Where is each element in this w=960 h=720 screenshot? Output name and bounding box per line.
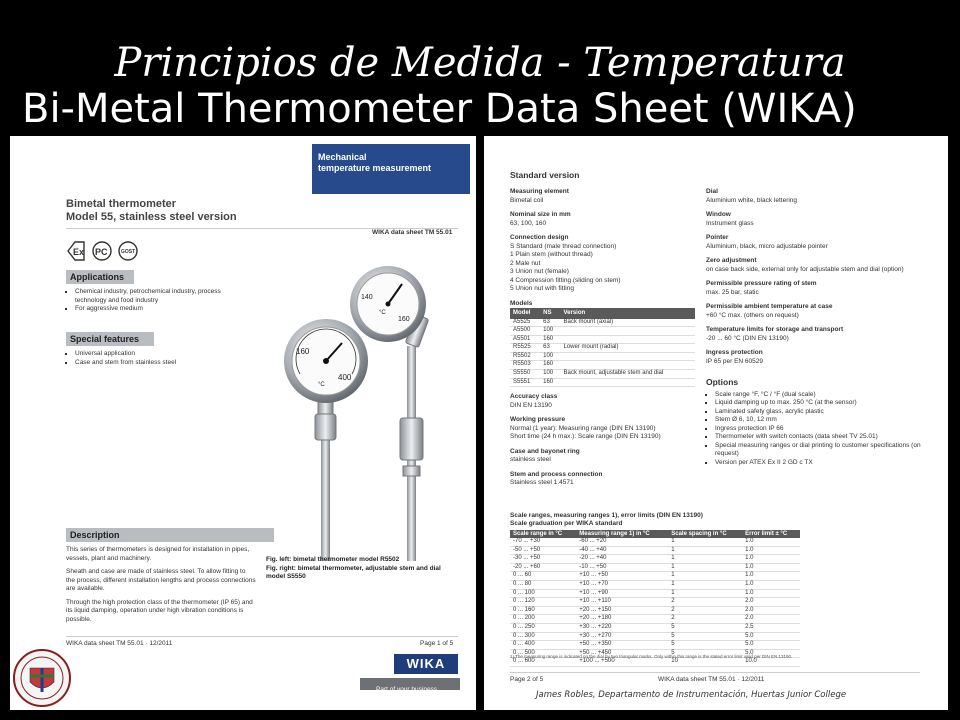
scale-cell: 0 ... 120 — [510, 598, 576, 607]
spec-value: Aluminium, black, micro adjustable pointer — [706, 242, 828, 250]
spec-value: max. 25 bar, static — [706, 288, 759, 296]
scale-cell: -20 ... +40 — [576, 555, 668, 564]
scale-row — [510, 606, 800, 615]
right-thermometer-icon — [350, 266, 429, 561]
models-cell: 100 — [540, 370, 560, 379]
spec-block — [510, 188, 700, 205]
models-cell: R5525 — [510, 344, 540, 353]
spec-value: -20 ... 60 °C (DIN EN 13190) — [706, 334, 789, 342]
certification-marks — [66, 240, 156, 262]
scale-cell: 1.0 — [742, 538, 800, 546]
option-item: ▪ Laminated safety glass, acrylic plastic — [715, 408, 921, 417]
spec-block — [706, 211, 921, 228]
slide-subtitle: Principios de Medida - Temperatura — [114, 40, 846, 86]
product-subtitle: Model 55, stainless steel version — [66, 211, 237, 223]
scale-cell: 0 ... 160 — [510, 606, 576, 615]
scale-cell: 1 — [668, 555, 742, 564]
spec-block — [706, 303, 921, 320]
models-row — [510, 352, 695, 361]
scale-heading: Scale ranges, measuring ranges 1), error limits (DIN EN 13190) — [510, 512, 703, 519]
spec-label: Accuracy class — [510, 393, 558, 401]
scale-cell: 5.0 — [742, 632, 800, 641]
college-logo-icon — [12, 648, 72, 708]
wika-logo: WIKA — [394, 654, 458, 674]
left-thermometer-icon — [284, 319, 368, 561]
spec-label: Nominal size in mm — [510, 211, 571, 218]
spec-value: on case back side, external only for adjustable stem and dial (option) — [706, 265, 904, 273]
scale-cell: +30 ... +270 — [576, 632, 668, 641]
scale-cell: -60 ... +20 — [576, 538, 668, 546]
left-gauge-unit: °C — [318, 382, 325, 388]
models-cell: R5502 — [510, 352, 540, 361]
scale-cell: 1.0 — [742, 546, 800, 555]
spec-label: Permissible ambient temperature at case — [706, 303, 833, 310]
spec-value: S Standard (male thread connection) 1 Plain stem (without thread) 2 Male nut 3 Union nut (female) 4 Compression fitting (sliding on stem) 5 Union nut with fitting — [510, 242, 621, 292]
application-item: ▪ Chemical industry, petrochemical industry, process technology and food industry — [75, 288, 250, 305]
scale-col: Scale spacing in °C — [668, 530, 742, 538]
models-cell: 160 — [540, 361, 560, 370]
slogan-bar — [360, 678, 460, 693]
scale-cell: +50 ... +450 — [576, 649, 668, 658]
models-cell — [560, 352, 695, 361]
scale-cell: +20 ... +150 — [576, 606, 668, 615]
option-item: ▪ Special measuring ranges or dial printing to customer specifications (on request) — [715, 442, 921, 459]
scale-row — [510, 580, 800, 589]
spec-value: stainless steel — [510, 456, 551, 464]
features-list — [66, 350, 250, 367]
spec-label: Stem and process connection — [510, 470, 603, 478]
scale-row — [510, 615, 800, 624]
page1-footer-page: Page 1 of 5 — [420, 640, 454, 647]
thermometer-photo — [260, 266, 465, 566]
description-paragraph: Through the high protection class of the thermometer (IP 65) and its liquid damping, operation under high vibration conditions is possible. — [66, 598, 253, 623]
header-band — [312, 144, 470, 194]
spec-label: Ingress protection — [706, 349, 763, 356]
option-item: ▪ Stem Ø 6, 10, 12 mm — [715, 416, 921, 425]
models-cell: 63 — [540, 344, 560, 353]
applications-list — [66, 288, 250, 314]
spec-block — [510, 234, 700, 294]
scale-cell: 5 — [668, 641, 742, 650]
scale-cell: 5 — [668, 623, 742, 632]
scale-cell: 0 ... 300 — [510, 632, 576, 641]
header-line-1: Mechanical — [318, 152, 367, 162]
scale-cell: 10.0 — [742, 658, 800, 667]
slogan: Part of your business — [376, 686, 438, 693]
options-heading: Options — [706, 377, 739, 387]
models-col: Version — [560, 308, 695, 319]
options-list — [706, 391, 921, 468]
product-title: Bimetal thermometer — [66, 198, 177, 210]
cert-ex-label: Ex — [73, 247, 85, 257]
models-cell: 100 — [540, 327, 560, 336]
spec-block — [706, 188, 921, 205]
option-item: ▪ Scale range °F, °C / °F (dual scale) — [715, 391, 921, 400]
models-row — [510, 378, 695, 387]
spec-block — [706, 280, 921, 297]
scale-cell: 2 — [668, 615, 742, 624]
spec-left-lower — [510, 393, 700, 488]
scale-col: Scale range in °C — [510, 530, 576, 538]
scale-cell: +10 ... +110 — [576, 598, 668, 607]
page1-footer-ref: WIKA data sheet TM 55.01 · 12/2011 — [66, 640, 173, 647]
description-paragraph: Sheath and case are made of stainless steel. To allow fitting to the process, different installation lengths and process connections are available. — [66, 568, 256, 592]
spec-block — [706, 257, 921, 274]
models-col: Model — [510, 308, 540, 319]
models-cell — [560, 361, 695, 370]
spec-block — [510, 416, 700, 442]
scale-cell: 0 ... 250 — [510, 623, 576, 632]
divider — [66, 228, 458, 229]
spec-block — [510, 448, 700, 465]
cert-gost-label: GOST — [121, 249, 136, 255]
scale-cell: 2 — [668, 598, 742, 607]
scale-table — [510, 530, 800, 667]
spec-label: Dial — [706, 188, 718, 195]
scale-cell: 1 — [668, 572, 742, 581]
option-item: ▪ Ingress protection IP 66 — [715, 425, 921, 434]
spec-block — [706, 326, 921, 343]
scale-cell: -40 ... +40 — [576, 546, 668, 555]
feature-item: ▪ Case and stem from stainless steel — [75, 359, 250, 368]
features-heading: Special features — [66, 332, 154, 346]
scale-row — [510, 546, 800, 555]
spec-label: Window — [706, 211, 731, 218]
applications-heading: Applications — [66, 270, 134, 284]
spec-value: Normal (1 year): Measuring range (DIN EN 13190) Short time (24 h max.): Scale range (DIN EN 13190) — [510, 424, 661, 441]
models-cell — [560, 335, 695, 344]
scale-cell: 1 — [668, 538, 742, 546]
application-item: ▪ For aggressive medium — [75, 305, 250, 314]
scale-table-wrap — [510, 530, 800, 667]
scale-cell: 0 ... 100 — [510, 589, 576, 598]
spec-label: Connection design — [510, 234, 569, 241]
page2-footer-page: Page 2 of 5 — [510, 676, 544, 683]
scale-col: Error limit ± °C — [742, 530, 800, 538]
spec-value: DIN EN 13190 — [510, 401, 552, 409]
models-cell — [560, 327, 695, 336]
spec-label: Permissible pressure rating of stem — [706, 280, 817, 287]
models-table — [510, 308, 695, 387]
spec-block — [706, 234, 921, 251]
description-paragraph: This series of thermometers is designed for installation in pipes, vessels, plant and machinery. — [66, 546, 250, 562]
option-item: ▪ Version per ATEX Ex II 2 GD c TX — [715, 459, 921, 468]
scale-cell: 1.0 — [742, 580, 800, 589]
models-cell — [560, 378, 695, 387]
scale-cell: +10 ... +70 — [576, 580, 668, 589]
scale-col: Measuring range 1) in °C — [576, 530, 668, 538]
scale-cell: 1 — [668, 563, 742, 572]
models-row — [510, 370, 695, 379]
models-cell: Back mount, adjustable stem and dial — [560, 370, 695, 379]
scale-cell: 1 — [668, 589, 742, 598]
scale-cell: -50 ... +50 — [510, 546, 576, 555]
section-title: Standard version — [510, 170, 580, 180]
scale-cell: 0 ... 80 — [510, 580, 576, 589]
spec-value: Stainless steel 1.4571 — [510, 479, 574, 487]
models-row — [510, 335, 695, 344]
scale-cell: +10 ... +90 — [576, 589, 668, 598]
scale-cell: 1.0 — [742, 572, 800, 581]
footer-divider — [66, 636, 458, 637]
spec-value: +60 °C max. (others on request) — [706, 311, 799, 319]
description-body — [66, 546, 256, 624]
spec-label: Zero adjustment — [706, 257, 757, 264]
models-cell: 100 — [540, 352, 560, 361]
scale-cell: -20 ... +60 — [510, 563, 576, 572]
spec-value: Bimetal coil — [510, 196, 544, 204]
cert-pc-label: PC — [95, 247, 108, 257]
spec-right-column — [706, 188, 921, 467]
models-body — [510, 319, 695, 387]
scale-row — [510, 632, 800, 641]
scale-cell: 1 — [668, 546, 742, 555]
spec-value: IP 65 per EN 60529 — [706, 357, 763, 365]
right-gauge-unit: °C — [379, 310, 386, 316]
scale-cell: 1.0 — [742, 589, 800, 598]
spec-value: Instrument glass — [706, 219, 754, 227]
spec-left-column — [510, 188, 700, 488]
spec-label: Case and bayonet ring — [510, 447, 580, 455]
left-gauge-max: 400 — [338, 373, 352, 382]
scale-cell: +50 ... +350 — [576, 641, 668, 650]
spec-value: 63, 100, 160 — [510, 219, 547, 227]
header-line-2: temperature measurement — [318, 163, 432, 173]
scale-cell: 5.0 — [742, 641, 800, 650]
left-gauge-min: 160 — [296, 347, 310, 356]
scale-cell: 5 — [668, 632, 742, 641]
right-gauge-max: 160 — [398, 316, 410, 323]
models-cell: A5501 — [510, 335, 540, 344]
scale-cell: +20 ... +180 — [576, 615, 668, 624]
scale-cell: 0 ... 200 — [510, 615, 576, 624]
scale-cell: -70 ... +30 — [510, 538, 576, 546]
scale-row — [510, 572, 800, 581]
scale-row — [510, 623, 800, 632]
models-cell: 160 — [540, 378, 560, 387]
scale-row — [510, 641, 800, 650]
datasheet-page-2 — [484, 136, 948, 710]
spec-block — [510, 471, 700, 488]
models-cell: R5503 — [510, 361, 540, 370]
option-item: ▪ Thermometer with switch contacts (data sheet TV 25.01) — [715, 433, 921, 442]
models-cell: 63 — [540, 319, 560, 327]
scale-cell: 2.0 — [742, 606, 800, 615]
scale-cell: -30 ... +50 — [510, 555, 576, 564]
scale-cell: 1.0 — [742, 555, 800, 564]
scale-row — [510, 598, 800, 607]
scale-cell: +100 ... +500 — [576, 658, 668, 667]
scale-row — [510, 563, 800, 572]
right-gauge-min: 140 — [361, 294, 373, 301]
scale-cell: 1 — [668, 580, 742, 589]
scale-row — [510, 555, 800, 564]
scale-cell: 5 — [668, 649, 742, 658]
models-cell: S5551 — [510, 378, 540, 387]
datasheet-page-1 — [10, 136, 476, 710]
models-row — [510, 327, 695, 336]
spec-label: Temperature limits for storage and transport — [706, 326, 844, 333]
scale-cell: 2.0 — [742, 615, 800, 624]
figure-caption: Fig. left: bimetal thermometer model R5502 Fig. right: bimetal thermometer, adjustable stem and dial model S5550 — [266, 556, 441, 580]
spec-label: Pointer — [706, 234, 729, 241]
scale-row — [510, 589, 800, 598]
slide-title: Bi-Metal Thermometer Data Sheet (WIKA) — [22, 86, 857, 132]
models-cell: S5550 — [510, 370, 540, 379]
scale-cell: +10 ... +50 — [576, 572, 668, 581]
cert-icons — [66, 240, 156, 262]
scale-cell: 2.5 — [742, 623, 800, 632]
models-row — [510, 344, 695, 353]
scale-row — [510, 538, 800, 546]
scale-body — [510, 538, 800, 666]
footnote: 1) The measuring range is indicated on the dial by two triangular marks. Only within this range is the stated error limit valid per DIN EN 13190. — [510, 654, 793, 659]
scale-cell: 0 ... 60 — [510, 572, 576, 581]
models-cell: 160 — [540, 335, 560, 344]
page2-footer-ref: WIKA data sheet TM 55.01 · 12/2011 — [658, 676, 765, 683]
footer-credit: James Robles, Departamento de Instrumentación, Huertas Junior College — [536, 690, 847, 700]
models-row — [510, 319, 695, 327]
models-cell: A5525 — [510, 319, 540, 327]
scale-cell: 5.0 — [742, 649, 800, 658]
spec-label: Working pressure — [510, 416, 566, 424]
scale-cell: 0 ... 600 — [510, 658, 576, 667]
scale-cell: +30 ... +220 — [576, 623, 668, 632]
scale-cell: 0 ... 400 — [510, 641, 576, 650]
spec-block — [510, 393, 700, 410]
description-heading: Description — [66, 528, 274, 542]
models-col: NS — [540, 308, 560, 319]
scale-cell: 1.0 — [742, 563, 800, 572]
spec-value: Aluminium white, black lettering — [706, 196, 798, 204]
spec-label: Measuring element — [510, 188, 569, 195]
models-cell: Back mount (axial) — [560, 319, 695, 327]
spec-block — [510, 211, 700, 228]
scale-cell: -10 ... +50 — [576, 563, 668, 572]
scale-cell: 0 ... 500 — [510, 649, 576, 658]
scale-subheading: Scale graduation per WIKA standard — [510, 520, 623, 527]
spec-block — [706, 349, 921, 366]
scale-cell: 2.0 — [742, 598, 800, 607]
scale-cell: 10 — [668, 658, 742, 667]
models-cell: Lower mount (radial) — [560, 344, 695, 353]
feature-item: ▪ Universal application — [75, 350, 250, 359]
models-heading: Models — [510, 299, 533, 307]
models-row — [510, 361, 695, 370]
scale-cell: 2 — [668, 606, 742, 615]
footer-divider — [510, 672, 920, 673]
models-cell: A5500 — [510, 327, 540, 336]
option-item: ▪ Liquid damping up to max. 250 °C (at the sensor) — [715, 399, 921, 408]
datasheet-ref: WIKA data sheet TM 55.01 — [372, 229, 453, 236]
